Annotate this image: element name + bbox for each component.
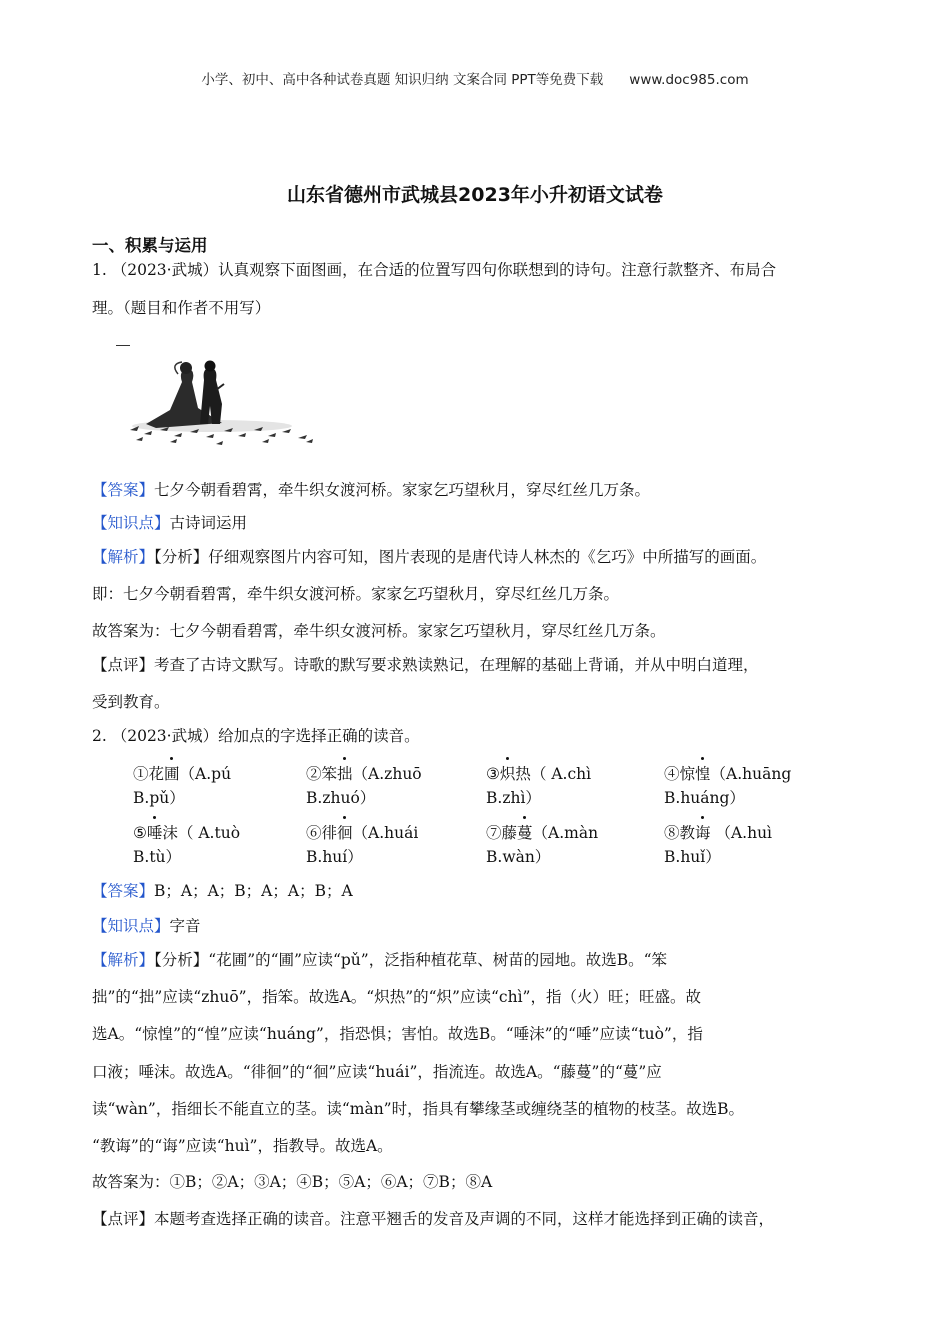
- dotted-char: 诲: [695, 821, 711, 843]
- option-number: ①: [133, 765, 149, 783]
- option-number: ⑤: [133, 824, 147, 842]
- q2-analysis-line4: 口液；唾沫。故选A。“徘徊”的“徊”应读“huái”，指流连。故选A。“藤蔓”的“蔓”应: [92, 1063, 662, 1081]
- q2-option-3: [486, 762, 591, 784]
- q2-option-7-b: B.wàn）: [486, 848, 551, 866]
- option-choice-a: （A.pú: [179, 765, 232, 783]
- q2-option-3-b: B.zhì）: [486, 789, 541, 807]
- analysis-tag: 【解析】: [92, 951, 155, 969]
- dotted-char: 惶: [695, 762, 711, 784]
- q2-option-5-b: B.tù）: [133, 848, 182, 866]
- answer-text: 七夕今朝看碧霄，牵牛织女渡河桥。家家乞巧望秋月，穿尽红丝几万条。: [154, 481, 651, 499]
- option-char: 徘: [321, 824, 338, 842]
- q2-option-2: [306, 762, 422, 784]
- option-number: ③: [486, 765, 500, 783]
- q1-analysis-line1: [92, 545, 766, 567]
- q2-analysis-line2: 拙”的“拙”应读“zhuō”，指笨。故选A。“炽热”的“炽”应读“chì”，指（火）旺；旺盛。故: [92, 988, 701, 1006]
- q2-analysis-line1: [92, 948, 667, 970]
- dotted-char: 徊: [337, 821, 353, 843]
- q2-option-2-b: B.zhuó）: [306, 789, 376, 807]
- option-char: 藤: [501, 824, 518, 842]
- q2-knowledge: [92, 914, 201, 936]
- option-char: 热: [515, 765, 531, 783]
- q1-comment-line1: 【点评】考查了古诗文默写。诗歌的默写要求熟读熟记，在理解的基础上背诵，并从中明白道理，: [92, 656, 759, 674]
- option-number: ⑥: [306, 824, 322, 842]
- header-text: 小学、初中、高中各种试卷真题 知识归纳 文案合同 PPT等免费下载: [201, 72, 604, 88]
- option-choice-a: （A.huāng: [710, 765, 792, 783]
- option-number: ④: [664, 765, 680, 783]
- qixi-illustration: [112, 360, 322, 448]
- q1-analysis-line2: 即：七夕今朝看碧霄，牵牛织女渡河桥。家家乞巧望秋月，穿尽红丝几万条。: [92, 585, 620, 603]
- option-choice-a: （A.huái: [352, 824, 419, 842]
- analysis-text: 【分析】仔细观察图片内容可知，图片表现的是唐代诗人林杰的《乞巧》中所描写的画面。: [154, 548, 767, 566]
- analysis-tag: 【解析】: [92, 548, 155, 566]
- option-choice-a: （A.huì: [710, 824, 773, 842]
- dotted-char: 蔓: [517, 821, 533, 843]
- dotted-char: 唾: [147, 821, 163, 843]
- knowledge-text: 古诗词运用: [169, 514, 248, 532]
- q2-comment-line1: 【点评】本题考查选择正确的读音。注意平翘舌的发音及声调的不同，这样才能选择到正确的读音，: [92, 1210, 775, 1228]
- q2-option-6-b: B.huí）: [306, 848, 363, 866]
- q2-answer: [92, 879, 353, 901]
- dotted-char: 圃: [164, 762, 180, 784]
- q2-analysis-line7: 故答案为：①B；②A；③A；④B；⑤A；⑥A；⑦B；⑧A: [92, 1173, 493, 1191]
- q2-stem: 2. （2023·武城）给加点的字选择正确的读音。: [92, 727, 420, 745]
- knowledge-tag: 【知识点】: [92, 514, 170, 532]
- q2-analysis-line5: 读“wàn”，指细长不能直立的茎。读“màn”时，指具有攀缘茎或缠绕茎的植物的枝茎。故选B。: [92, 1100, 745, 1118]
- option-number: ②: [306, 765, 322, 783]
- option-choice-a: （ A.chì: [530, 765, 592, 783]
- dotted-char: 拙: [337, 762, 353, 784]
- dotted-char: 炽: [500, 762, 516, 784]
- q2-option-6: [306, 821, 418, 843]
- q2-option-4: [664, 762, 791, 784]
- answer-blank: [116, 345, 130, 346]
- option-choice-a: （ A.tuò: [177, 824, 241, 842]
- answer-text: B；A；A；B；A；A；B；A: [154, 882, 353, 900]
- q2-option-1-b: B.pǔ）: [133, 789, 185, 807]
- q2-option-8: [664, 821, 772, 843]
- option-number: ⑧: [664, 824, 680, 842]
- q1-stem-line2: 理。（题目和作者不用写）: [92, 299, 271, 317]
- q2-option-7: [486, 821, 598, 843]
- q2-option-1: [133, 762, 231, 784]
- page-title: 山东省德州市武城县2023年小升初语文试卷: [287, 184, 663, 206]
- knowledge-tag: 【知识点】: [92, 917, 170, 935]
- q2-analysis-line3: 选A。“惊惶”的“惶”应读“huáng”，指恐惧；害怕。故选B。“唾沫”的“唾”应读“tuò”，指: [92, 1025, 703, 1043]
- knowledge-text: 字音: [169, 917, 201, 935]
- q2-option-5: [133, 821, 240, 843]
- option-char: 花: [148, 765, 165, 783]
- option-char: 沫: [162, 824, 178, 842]
- option-char: 教: [679, 824, 696, 842]
- header-site-link[interactable]: www.doc985.com: [629, 72, 749, 88]
- answer-tag: 【答案】: [92, 882, 155, 900]
- q2-option-4-b: B.huáng）: [664, 789, 745, 807]
- q1-answer: [92, 478, 650, 500]
- q1-knowledge: [92, 511, 247, 533]
- page-header: [0, 68, 950, 88]
- q2-option-8-b: B.huǐ）: [664, 848, 721, 866]
- option-choice-a: （A.màn: [532, 824, 599, 842]
- q1-comment-line2: 受到教育。: [92, 693, 170, 711]
- option-char: 惊: [679, 765, 696, 783]
- q2-analysis-line6: “教诲”的“诲”应读“huì”，指教导。故选A。: [92, 1137, 393, 1155]
- analysis-text: 【分析】“花圃”的“圃”应读“pǔ”，泛指种植花草、树苗的园地。故选B。“笨: [154, 951, 668, 969]
- q1-analysis-line3: 故答案为：七夕今朝看碧霄，牵牛织女渡河桥。家家乞巧望秋月，穿尽红丝几万条。: [92, 622, 666, 640]
- q1-stem-line1: 1. （2023·武城）认真观察下面图画，在合适的位置写四句你联想到的诗句。注意行款整齐、布局合: [92, 261, 777, 279]
- section-heading: 一、积累与运用: [92, 236, 208, 255]
- option-choice-a: （A.zhuō: [352, 765, 422, 783]
- answer-tag: 【答案】: [92, 481, 155, 499]
- option-char: 笨: [321, 765, 338, 783]
- option-number: ⑦: [486, 824, 502, 842]
